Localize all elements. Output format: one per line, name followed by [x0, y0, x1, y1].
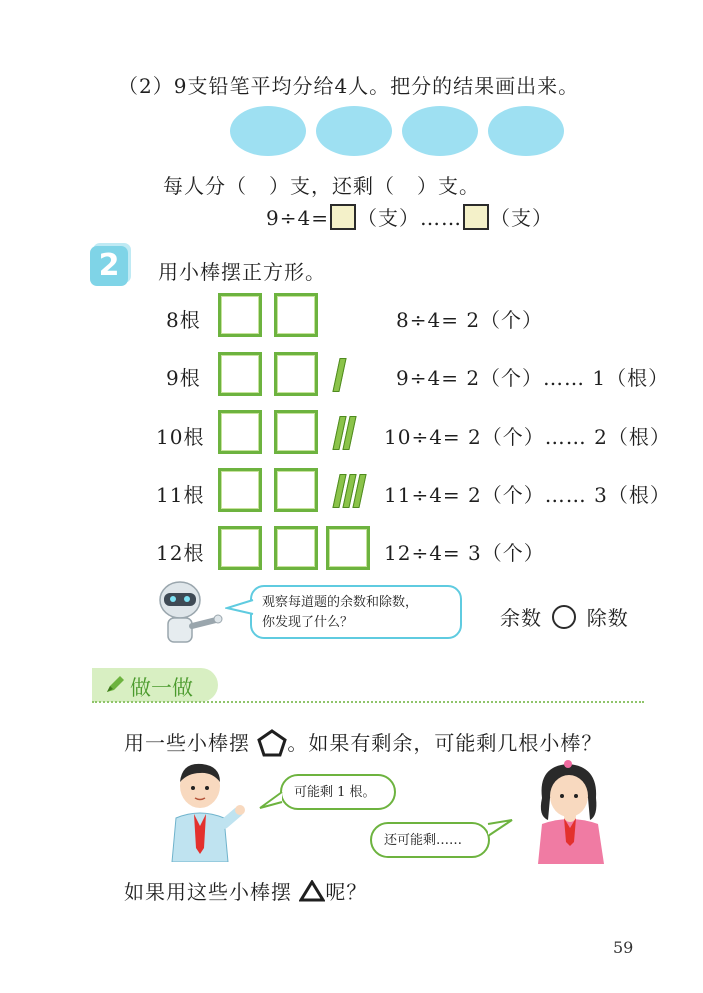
stick-count-8: 8根: [166, 308, 201, 332]
girl-icon: [520, 758, 620, 864]
robot-speech-bubble: [250, 585, 462, 639]
quotient-box[interactable]: [330, 204, 356, 230]
leftover-stick: [332, 358, 346, 392]
division-equation: [266, 202, 553, 231]
stick-count-11: 11根: [156, 483, 205, 507]
row-equation-11: 11÷4= 2（个）…… 3（根）: [384, 483, 671, 507]
drawing-oval-2[interactable]: [316, 106, 392, 156]
equation-unit1: （支）……: [356, 206, 462, 230]
compare-row: [500, 602, 629, 631]
compare-circle[interactable]: [552, 605, 576, 629]
stick-count-9: 9根: [166, 366, 201, 390]
remainder-label: 余数: [500, 606, 542, 630]
girl-speech-bubble: 还可能剩……: [370, 822, 490, 858]
bubble-tail: [486, 818, 514, 840]
practice-label: 做一做: [130, 676, 193, 700]
fill-in-sentence: [163, 170, 480, 199]
stick-count-12: 12根: [156, 541, 205, 565]
stick-square: [326, 526, 370, 570]
robot-speech-line2: 你发现了什么？: [262, 615, 354, 630]
stick-square: [274, 293, 318, 337]
stick-square: [274, 410, 318, 454]
question-2-title: （2）9支铅笔平均分给4人。把分的结果画出来。: [118, 74, 580, 98]
boy-icon: [160, 758, 246, 862]
equation-lhs: 9÷4=: [266, 206, 329, 230]
equation-unit2: （支）: [489, 206, 553, 230]
problem-2-title: 用小棒摆正方形。: [158, 260, 326, 284]
robot-speech-line1: 观察每道题的余数和除数，: [262, 595, 419, 610]
drawing-oval-4[interactable]: [488, 106, 564, 156]
followup-prefix: 如果用这些小棒摆: [124, 880, 292, 904]
problem-number-badge: 2: [90, 246, 128, 286]
stick-square: [274, 468, 318, 512]
followup-question: [124, 876, 367, 905]
question-suffix: 。如果有剩余，可能剩几根小棒？: [287, 731, 603, 755]
stick-square: [218, 293, 262, 337]
fill-suffix: ）支。: [417, 174, 480, 198]
divisor-label: 除数: [586, 606, 629, 630]
stick-count-10: 10根: [156, 425, 205, 449]
pentagon-icon: [257, 729, 287, 757]
remainder-box[interactable]: [463, 204, 489, 230]
row-equation-9: 9÷4= 2（个）…… 1（根）: [396, 366, 670, 390]
practice-question: [124, 727, 602, 757]
followup-suffix: 呢？: [325, 880, 368, 904]
page-number: 59: [613, 938, 634, 957]
stick-square: [274, 526, 318, 570]
practice-divider: [92, 701, 644, 703]
boy-speech-bubble: 可能剩 1 根。: [280, 774, 396, 810]
stick-square: [218, 526, 262, 570]
bubble-tail: [225, 598, 255, 618]
triangle-icon: [299, 880, 325, 902]
stick-square: [218, 468, 262, 512]
row-equation-8: 8÷4= 2（个）: [396, 308, 544, 332]
robot-icon: [150, 578, 226, 646]
drawing-oval-3[interactable]: [402, 106, 478, 156]
fill-mid: ）支，还剩（: [269, 174, 395, 198]
bubble-tail: [258, 790, 284, 810]
question-prefix: 用一些小棒摆: [124, 731, 250, 755]
row-equation-12: 12÷4= 3（个）: [384, 541, 545, 565]
stick-square: [218, 410, 262, 454]
stick-square: [274, 352, 318, 396]
row-equation-10: 10÷4= 2（个）…… 2（根）: [384, 425, 671, 449]
pencil-icon: [104, 675, 126, 695]
drawing-oval-1[interactable]: [230, 106, 306, 156]
stick-square: [218, 352, 262, 396]
fill-prefix: 每人分（: [163, 174, 247, 198]
